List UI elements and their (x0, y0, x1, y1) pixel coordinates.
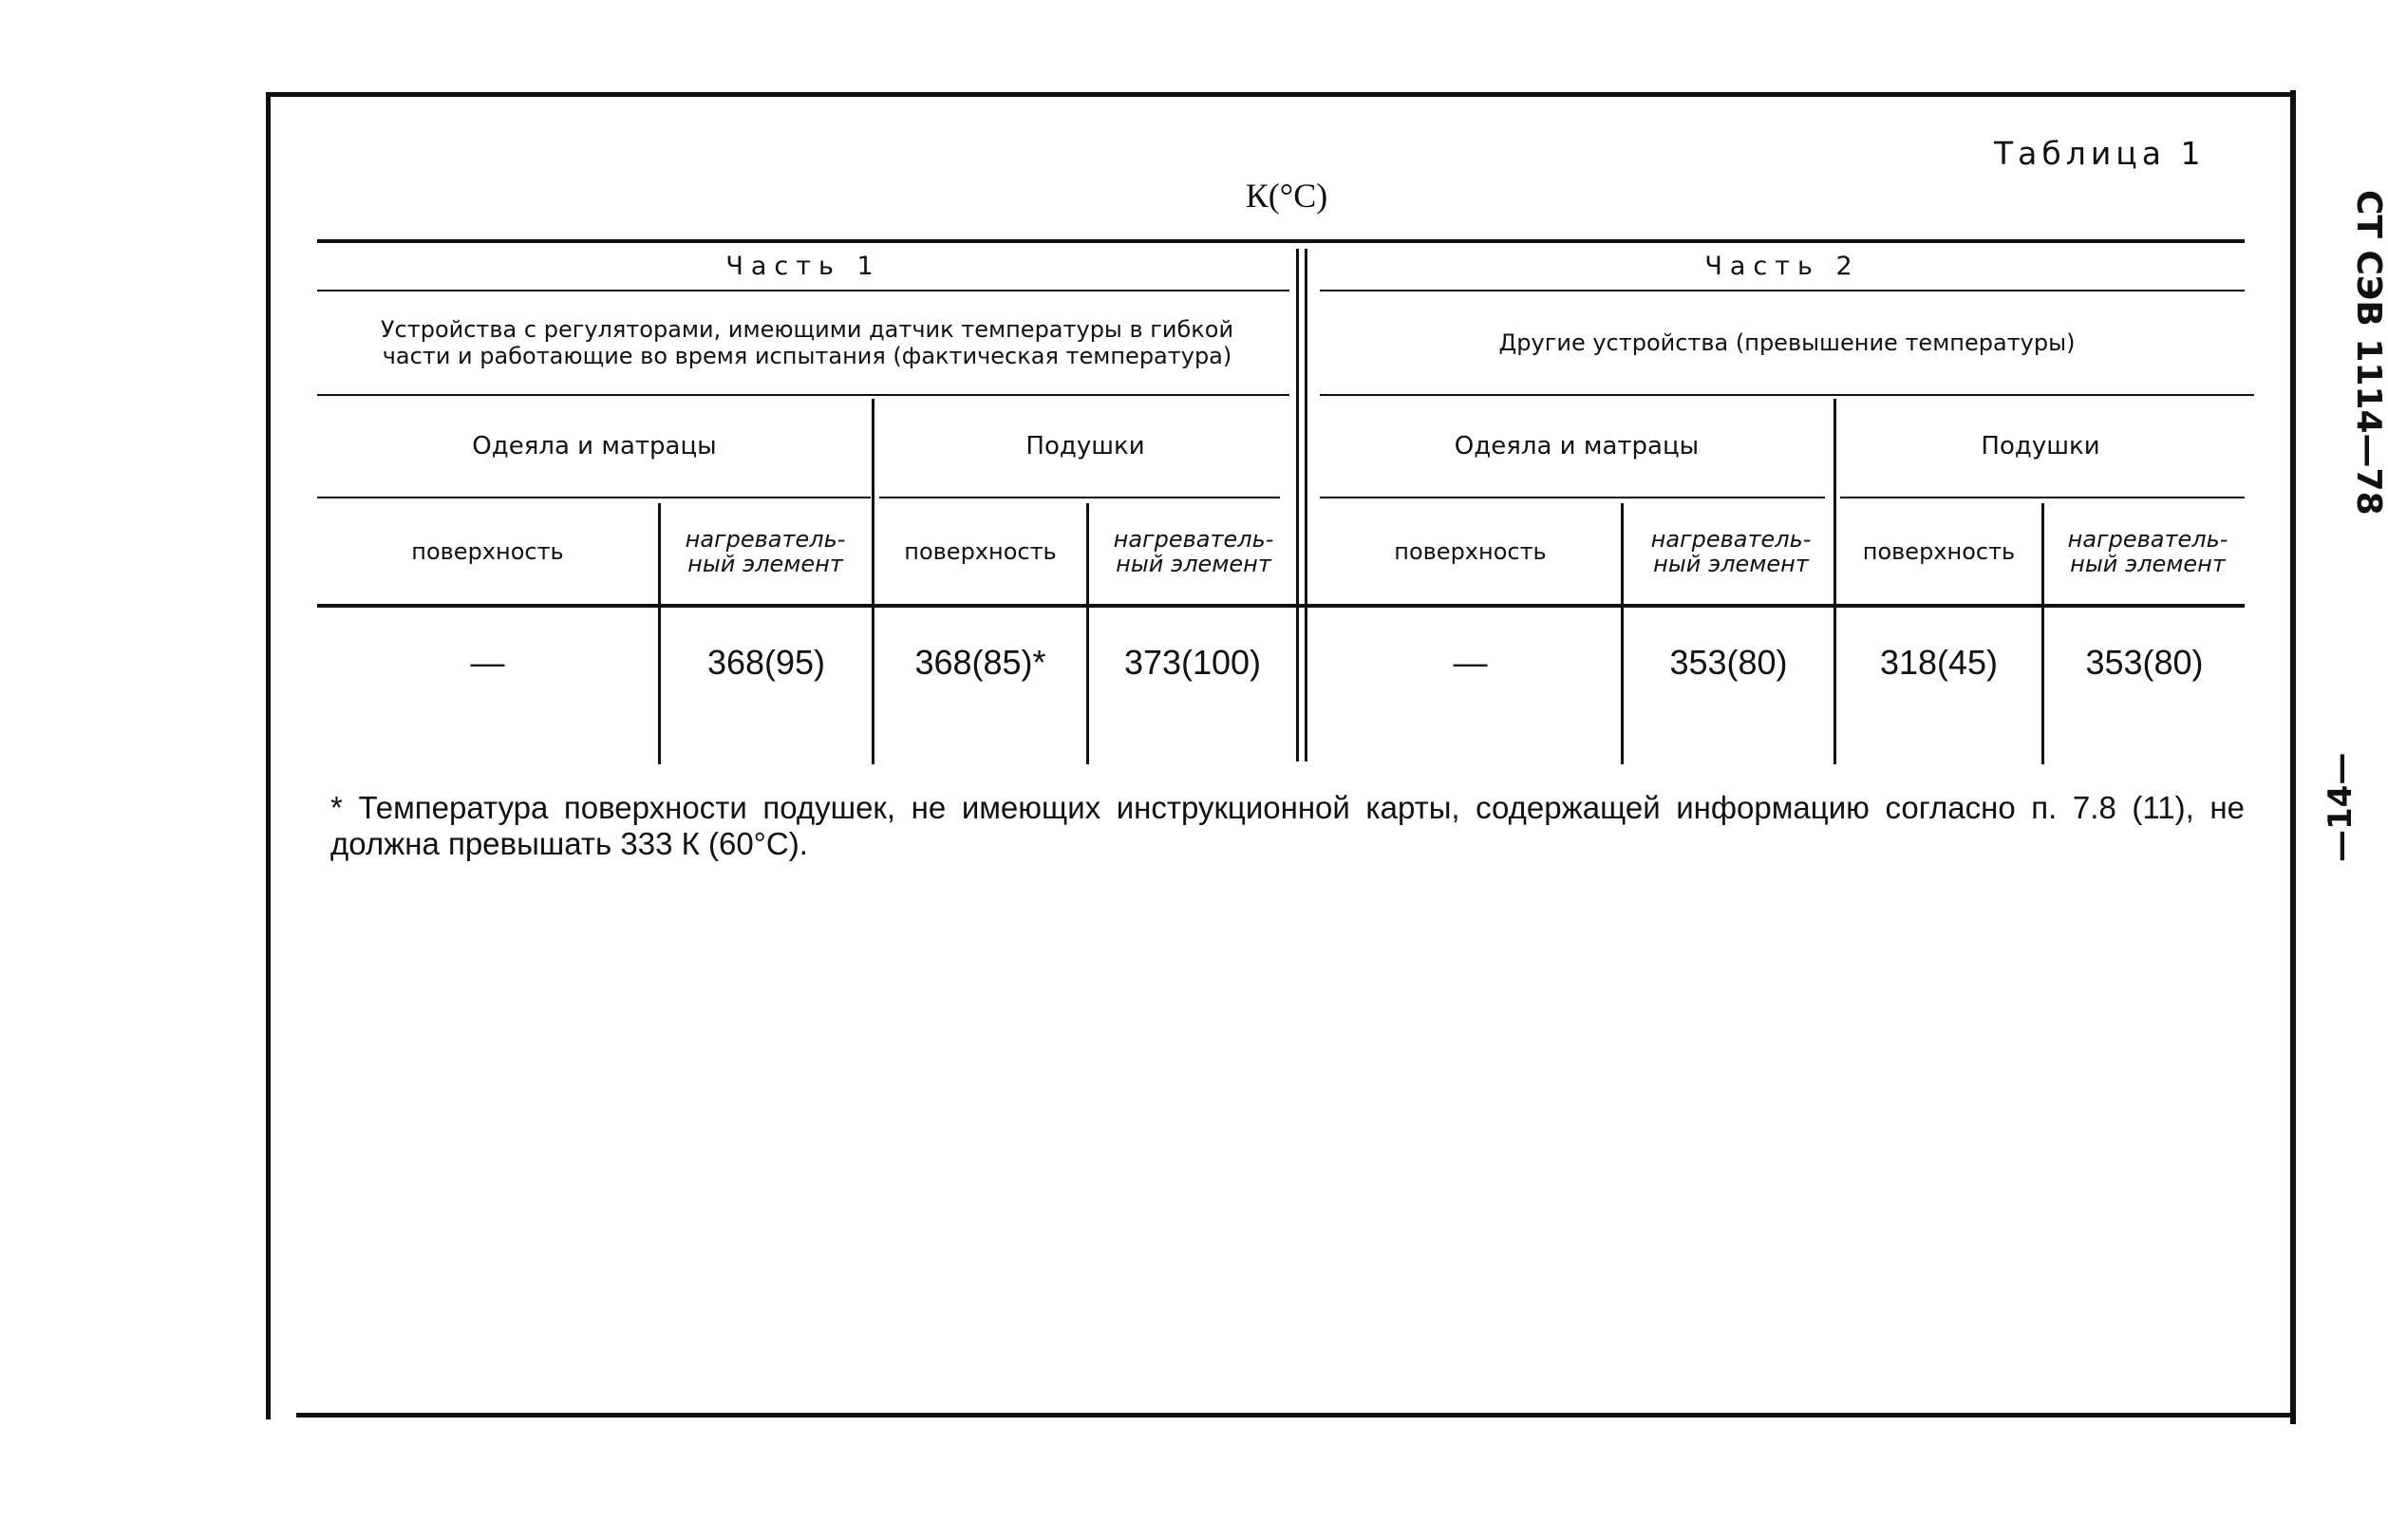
p2-col-heater-pillows: нагреватель-ный элемент (2067, 526, 2228, 577)
p1-value-heater-pillows: 373(100) (1123, 643, 1262, 682)
part2-title: Часть 2 (1704, 251, 1860, 281)
rule-header-bottom (317, 604, 2245, 608)
page-frame-right (2290, 90, 2296, 1424)
side-document-code: СТ СЭВ 1114—78 (2349, 190, 2388, 516)
page-frame-left (266, 95, 271, 1419)
p1-value-surface-pillows: 368(85)* (914, 643, 1046, 682)
part1-title: Часть 1 (725, 251, 881, 281)
table-unit: К(°С) (1245, 177, 1328, 215)
table-footnote: * Температура поверхности подушек, не имеющих инструкционной карты, содержащей информацию согласно п. 7.8 (11), не должна превышать 333 К (60°С). (330, 790, 2245, 861)
part2-group-blankets: Одеяла и матрацы (1454, 432, 1700, 460)
rule-part1-title (317, 290, 1289, 291)
rule-divider-b (1305, 249, 1307, 761)
rule-part2-title (1320, 290, 2245, 291)
p2-value-surface-blankets: — (1453, 643, 1488, 682)
p2-col-heater-blankets: нагреватель-ный элемент (1650, 526, 1812, 577)
rule-part2-desc (1320, 394, 2254, 396)
p1-col-heater-pillows: нагреватель-ный элемент (1113, 526, 1274, 577)
part1-description: Устройства с регуляторами, имеющими датчик температуры в гибкой части и работающие во время испытания (фактическая температура) (380, 316, 1234, 369)
rule-part1-group-left (317, 497, 871, 498)
p2-value-heater-blankets: 353(80) (1669, 643, 1788, 682)
page-frame-top (266, 92, 2296, 97)
rule-part2-group-left (1320, 497, 1825, 498)
p2-col-surface-blankets: поверхность (1394, 538, 1547, 565)
part1-group-blankets: Одеяла и матрацы (472, 432, 717, 460)
rule-part2-group-right (1840, 497, 2245, 498)
page-frame-bottom (296, 1413, 2296, 1418)
rule-part1-group-right (879, 497, 1280, 498)
rule-part1-desc (317, 394, 1289, 396)
p2-value-heater-pillows: 353(80) (2085, 643, 2204, 682)
part2-group-pillows: Подушки (1981, 432, 2100, 460)
p1-col-surface-pillows: поверхность (904, 538, 1057, 565)
p1-col-surface-blankets: поверхность (411, 538, 564, 565)
side-page-number: —14— (2322, 752, 2360, 862)
part2-description: Другие устройства (превышение температуры) (1498, 329, 2076, 356)
p2-value-surface-pillows: 318(45) (1879, 643, 1999, 682)
part1-group-pillows: Подушки (1025, 432, 1145, 460)
rule-divider-a (1296, 249, 1299, 761)
p1-value-surface-blankets: — (470, 643, 505, 682)
p1-col-heater-blankets: нагреватель-ный элемент (685, 526, 846, 577)
table-title: Таблица 1 (1994, 135, 2206, 172)
p1-value-heater-blankets: 368(95) (706, 643, 826, 682)
p2-col-surface-pillows: поверхность (1862, 538, 2016, 565)
